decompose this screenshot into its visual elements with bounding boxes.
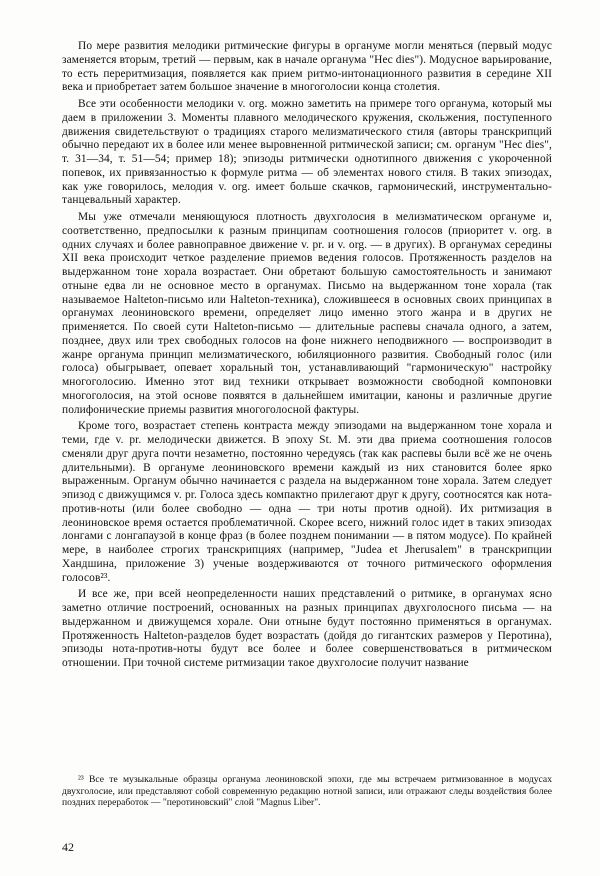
paragraph-2: Все эти особенности мелодики v. org. можно заметить на примере того органума, который мы даем в приложении 3. Моменты плавного мелодического кружения, скольжения, поступенного движения свидетельствуют о традициях старого мелизматического стиля (авторы транскрипций обычно передают их в более или менее выровненной ритмической записи; см. органум "Hec dies", т. 31—34, т. 51—54; пример 18); эпизоды ритмически однотипного движения с укороченной попевок, их привязанностью к формуле ритма — об элементах нового стиля. В таких эпизодах, как уже говорилось, мелодия v. org. имеет больше скачков, гармонический, инструментально-танцевальный характер. (62, 98, 552, 207)
paragraph-5: И все же, при всей неопределенности наших представлений о ритмике, в органумах ясно заметно отличие построений, основанных на разных принципах двухголосного письма — на выдержанном и движущемся хорале. Они отныне будут постоянно применяться в органумах. Протяженность Halteton-разделов будет возрастать (дойдя до гигантских размеров у Перотина), эпизоды нота-против-ноты будут все более и более совершенствоваться в ритмическом отношении. При точной системе ритмизации такое двухголосие получит название (62, 588, 552, 669)
paragraph-3: Мы уже отмечали меняющуюся плотность двухголосия в мелизматическом органуме и, соответственно, предпосылки к разным принципам соотношения голосов (приоритет v. org. в одних случаях и более равноправное движение v. pr. и v. org. — в других). В органумах середины XII века происходит четкое разделение приемов ведения голосов. Протяженность разделов на выдержанном тоне хорала возрастает. Они обретают большую самостоятельность и занимают отныне едва ли не основное место в органумах. Письмо на выдержанном тоне хорала (так называемое Halteton-письмо или Halteton-техника), сложившееся в основных своих принципах в органумах леониновского времени, определяет лицо именно этого жанра и в других не применяется. По своей сути Halteton-письмо — длительные распевы сначала одного, а затем, позднее, двух или трех свободных голосов на фоне нижнего неподвижного — воспроизводит в жанре органума принцип мелизматического, юбиляционного развития. Свободный голос (или голоса) обыгрывает, опевает хоральный тон, устанавливающий "гармоническую" настройку многоголосию. Именно этот вид техники открывает возможности свободной компоновки многоголосия, на этой основе появятся в дальнейшем имитации, каноны и различные другие полифонические приемы развития многоголосной фактуры. (62, 211, 552, 416)
main-text (62, 40, 552, 674)
page-number: 42 (62, 840, 74, 854)
paragraph-1: По мере развития мелодики ритмические фигуры в органуме могли меняться (первый модус заменяется вторым, третий — первым, как в начале органума "Hec dies"). Модусное варьирование, то есть перeритмизация, появляется как прием ритмо-интонационного развития в середине XII века и приобретает затем большое значение в многоголосии конца столетия. (62, 40, 552, 94)
paragraph-4: Кроме того, возрастает степень контраста между эпизодами на выдержанном тоне хорала и теми, где v. pr. мелодически движется. В эпоху St. M. эти два приема соотношения голосов сменяли друг друга почти незаметно, постоянно чередуясь (так как распевы были всё же не очень длительными). В органуме леониновского времени каждый из них становится более ярко выраженным. Органум обычно начинается с раздела на выдержанном тоне хорала. Затем следует эпизод с движущимся v. pr. Голоса здесь компактно прилегают друг к другу, соотносятся как нота-против-ноты (или более свободно — одна — три ноты против одной). Их ритмизация в леониновское время остается проблематичной. Скорее всего, нижний голос идет в таких эпизодах лонгами с лонгапаузой в конце фраз (в более позднем понимании — в пятом модусе). По крайней мере, в наиболее строгих транскрипциях (например, "Judea et Jherusalem" в транскрипции Хандшина, приложение 3) ученые воздерживаются от точного ритмического оформления голосов²³. (62, 420, 552, 584)
footnote (62, 774, 552, 809)
footnote-text: ²³ Все те музыкальные образцы органума леониновской эпохи, где мы встречаем ритмизованное в модусах двухголосие, или представляют собой современную редакцию нотной записи, или отражают следы воздействия более поздних переработок — "перотиновский" слой "Magnus Liber". (62, 774, 552, 809)
